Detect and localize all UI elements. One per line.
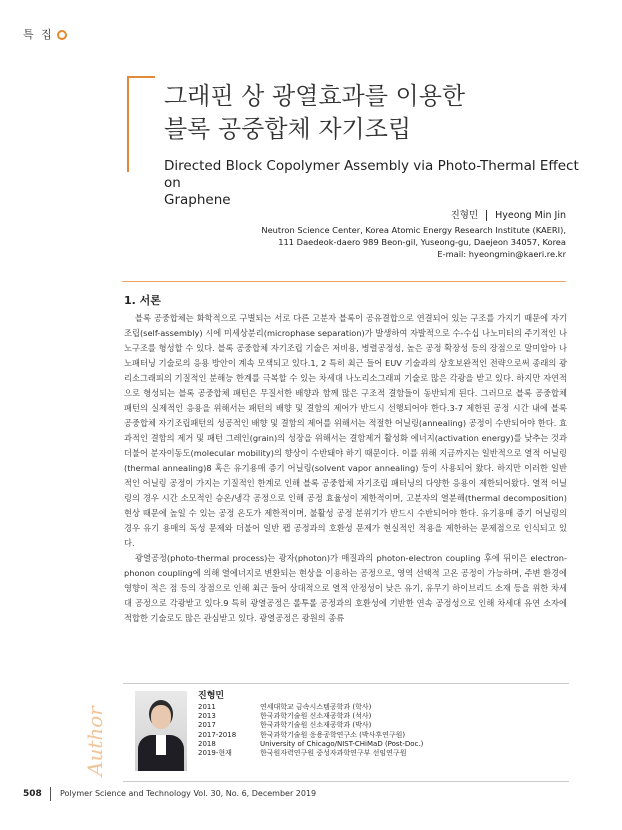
bio-entry: 2017-2018 한국과학기술원 응용공학연구소 (박사후연구원) (198, 730, 406, 739)
bio-name: 진형민 (198, 691, 225, 701)
article-title-english (164, 158, 584, 209)
title-english-line1: Directed Block Copolymer Assembly via Photo-Thermal Effect on (164, 158, 579, 191)
article-body (124, 311, 567, 626)
bio-timeline (198, 703, 423, 758)
author-separator (486, 210, 487, 221)
circle-icon (57, 30, 67, 40)
bio-entry: 2011 연세대학교 금속시스템공학과 (학사) (198, 703, 372, 711)
journal-citation: Polymer Science and Technology Vol. 30, No. 6, December 2019 (60, 789, 317, 798)
affiliation (261, 224, 566, 261)
section-tag: 특 집 (23, 26, 67, 42)
author-name-kr: 진형민 (450, 210, 479, 221)
bio-entry: 2013 한국과학기술원 신소재공학과 (석사) (198, 712, 372, 721)
author-photo (135, 691, 187, 771)
bio-entry: 2018 University of Chicago/NIST-CHiMaD (Post-Doc.) (198, 739, 424, 748)
bio-entry: 2017 한국과학기술원 신소재공학과 (박사) (198, 721, 372, 730)
title-korean-line2: 블록 공중합체 자기조립 (164, 115, 412, 143)
author-label (82, 700, 112, 780)
section-divider (122, 281, 566, 282)
title-english-line2: Graphene (164, 192, 231, 208)
author-label-text: Author (83, 706, 107, 776)
author-line (451, 207, 566, 221)
body-paragraph-2: 광열공정(photo-thermal process)는 광자(photon)가 매질과의 photon-electron coupling 후에 뒤이은 electron-phonon coupling에 의해 열에너지로 변환되는 현상을 이용하는 공정으로, 영역 선택적 고온 공정이 가능하며, 주변 환경에 영향이 적은 점 등의 장점으로 인해 최근 들어 상대적으로 열적 안정성이 낮은 유기, 유무기 하이브리드 소재 등을 위한 차세대 공정으로 각광받고 있다.9 특히 광열공정은 롤투롤 공정과의 호환성에 기반한 연속 공정성으로 인해 차세대 유연 소자에 적합한 기술로도 많은 관심받고 있다. 광열공정은 광원의 종류 (124, 553, 567, 623)
affiliation-line1: Neutron Science Center, Korea Atomic Energy Research Institute (KAERI), (261, 225, 566, 235)
section-heading: 1. 서론 (124, 294, 161, 307)
page-number: 508 (23, 789, 42, 799)
affiliation-line2: 111 Daedeok-daero 989 Beon-gil, Yuseong-gu, Daejeon 34057, Korea (278, 237, 566, 248)
title-korean-line1: 그래핀 상 광열효과를 이용한 (164, 82, 466, 110)
bio-entry: 2019-현재 한국원자력연구원 중성자과학연구부 선임연구원 (198, 749, 407, 758)
affiliation-email: E-mail: hyeongmin@kaeri.re.kr (437, 249, 566, 260)
author-name-en: Hyeong Min Jin (495, 210, 566, 221)
footer-divider (50, 787, 51, 801)
title-bracket-decoration (127, 76, 155, 172)
article-title-korean (164, 80, 465, 146)
body-paragraph-1: 블록 공중합체는 화학적으로 구별되는 서로 다른 고분자 블록이 공유결합으로 연결되어 있는 구조를 가지기 때문에 자기조립(self-assembly) 시에 미세상분리(microphase separation)가 발생하여 자발적으로 수-수십 나노미터의 주기적인 나노구조를 형성할 수 있다. 블록 공중합체 자기조립 기술은 저비용, 병렬공정성, 높은 공정 확장성 등의 장점으로 말미암아 나노패터닝 기술로의 응용 방안이 계속 모색되고 있다.1, 2 특히 최근 들어 EUV 기술과의 상호보완적인 전략으로써 종래의 광리소그래피의 기질적인 분해능 한계를 극복할 수 있는 차세대 나노리소그래피 기술로 많은 각광을 받고 있다. 하지만 자연적으로 형성되는 블록 공중합체 패턴은 무질서한 배향과 함께 많은 구조적 결함들이 동반되게 된다. 그러므로 블록 공중합체 패턴의 실제적인 응용을 위해서는 패턴의 배향 및 결함의 제어가 반드시 선행되어야 한다.3-7 제한된 공정 시간 내에 블록 공중합체 자기조립패턴의 성공적인 배향 및 결함의 제어를 위해서는 적절한 어닐링(annealing) 공정이 수반되어야 한다. 효과적인 결함의 제거 및 패턴 그레인(grain)의 성장을 위해서는 결함제거 활성화 에너지(activation energy)를 낮추는 것과 더불어 분자이동도(molecular mobility)의 향상이 수반돼야 하기 때문이다. 이를 위해 지금까지는 일반적으로 열적 어닐링(thermal annealing)8 혹은 유기용매 증기 어닐링(solvent vapor annealing) 등이 사용되어 왔다. 하지만 이러한 일반적인 어닐링 공정이 가지는 기질적인 한계로 인해 블록 공중합체 자기조립 패터닝의 다양한 응용이 제한되어왔다. 열적 어닐링의 경우 시간 소모적인 승온/냉각 공정으로 인해 공정 효율성이 제한적이며, 고분자의 열분해(thermal decomposition) 현상 때문에 높일 수 있는 공정 온도가 제한적이며, 불활성 공정 분위기가 반드시 수반되어야 한다. 유기용매 증기 어닐링의 경우 유기 용매의 독성 문제와 더불어 일반 팹 공정과의 호환성 문제가 현실적인 적용을 제한하는 문제점으로 인식되고 있다. (124, 313, 567, 548)
